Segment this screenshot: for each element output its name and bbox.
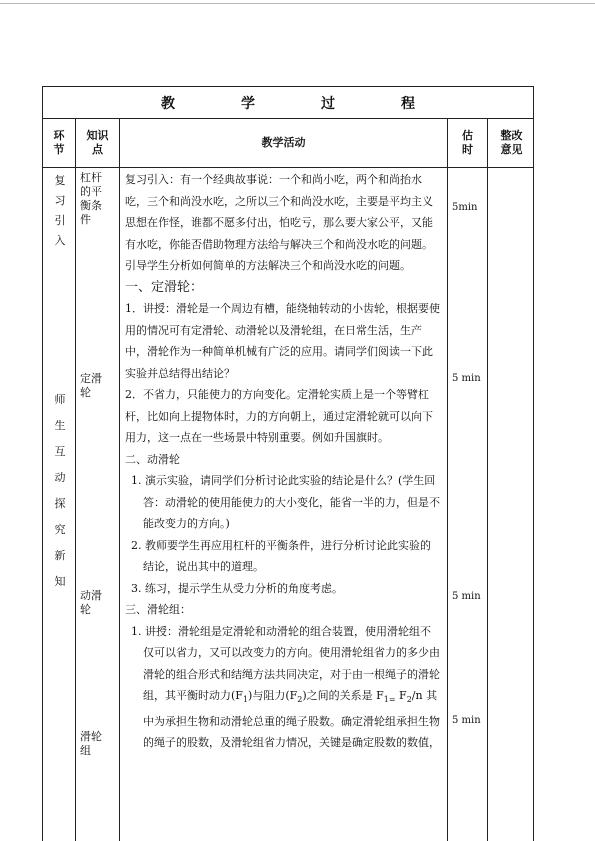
col-divider-4 [487, 118, 488, 841]
stage-review-intro: 复 习 引 入 [54, 174, 66, 247]
movable-pulley-point-3: 3. 练习，提示学生从受力分析的角度考虑。 [131, 581, 343, 595]
knowledge-point-lever: 杠杆 的平 衡条 件 [80, 171, 102, 226]
header-revision: 整改 意见 [500, 128, 523, 156]
time-estimate-2: 5 min [452, 373, 481, 384]
movable-pulley-point-1: 1. 演示实验，请同学们分析讨论此实验的结论是什么？(学生回答：动滑轮的使用能使力的大小变化，能省一半的力，但是不能改变力的方向。) [131, 474, 440, 530]
stage-interactive-explore: 师 生 互 动 探 究 新 知 [54, 393, 66, 588]
header-time: 估 时 [462, 128, 473, 156]
col-divider-1 [75, 118, 76, 841]
time-estimate-3: 5 min [452, 591, 481, 602]
header-stage: 环 节 [53, 128, 65, 156]
section-pulley-block-title: 三、滑轮组： [125, 603, 191, 616]
header-teaching-activity: 教学活动 [261, 135, 306, 149]
intro-paragraph: 复习引入：有一个经典故事说：一个和尚小吃，两个和尚抬水吃，三个和尚没水吃，之所以三个和尚没水吃，主要是平均主义思想在作怪，谁都不愿多付出，怕吃亏，那么要大家公平，又能有水吃，你能否借助物理方法给与解决三个和尚没水吃的问题。引导学生分析如何简单的方法解决三个和尚没水吃的问题。 [125, 173, 433, 272]
table-title: 教 学 过 程 [161, 95, 441, 112]
pulley-block-point-1: 1. 讲授：滑轮组是定滑轮和动滑轮的组合装置，使用滑轮组不仅可以省力，又可以改变力的方向。使用滑轮组省力的多少由滑轮的组合形式和结绳方法共同决定，对于由一根绳子的滑轮组，其平衡时动力$(F_1)$与阻力$(F_2)$之间的关系是 $F_{1=}$ $F_2/n$ 其中为承担生物和动滑轮总重的绳子股数。确定滑轮组承担生物的绳子的股数，及滑轮组省力情况，关键是确定股数的数值， [131, 624, 440, 750]
header-knowledge-point: 知识 点 [86, 128, 109, 156]
page-top-rule [0, 3, 595, 4]
time-estimate-4: 5 min [452, 715, 481, 726]
movable-pulley-point-2: 2. 教师要学生再应用杠杆的平衡条件，进行分析讨论此实验的结论，说出其中的道理。 [131, 538, 431, 573]
time-estimate-1: 5min [452, 202, 478, 213]
col-divider-2 [119, 118, 120, 841]
teaching-process-table [42, 86, 534, 841]
knowledge-point-pulley-block: 滑轮 组 [80, 730, 102, 757]
knowledge-point-fixed-pulley: 定滑 轮 [80, 372, 102, 399]
col-divider-3 [447, 118, 448, 841]
section-movable-pulley-title: 二、动滑轮 [125, 452, 180, 466]
teaching-activity-content [125, 169, 441, 754]
knowledge-point-movable-pulley: 动滑 轮 [80, 589, 102, 616]
fixed-pulley-point-1: 1．讲授：滑轮是一个周边有槽，能绕轴转动的小齿轮，根据要使用的情况可有定滑轮、动滑轮以及滑轮组，在日常生活，生产中，滑轮作为一种简单机械有广泛的应用。请同学们阅读一下此实验并总结得出结论？ [125, 302, 440, 380]
section-fixed-pulley-title: 一、定滑轮： [125, 279, 204, 295]
header-divider [43, 167, 533, 168]
fixed-pulley-point-2: 2．不省力，只能使力的方向变化。定滑轮实质上是一个等臂杠杆，比如向上提物体时，力的方向朝上，通过定滑轮就可以向下用力，这一点在一些场景中特别重要。例如升国旗时。 [125, 388, 433, 444]
